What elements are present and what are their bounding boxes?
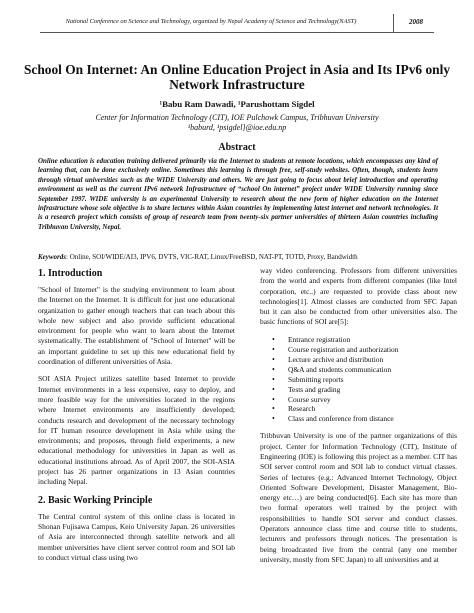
basic-principle-paragraph: The Central control system of this online class is located in Shonan Fujisawa Campus, Keio University Japan. 26 universities of Asia are interconnected through satellite network and all member universities have client server control room and SOI lab to conduct virtual class using two (38, 511, 235, 562)
bullet-icon: • (272, 394, 275, 404)
list-item: • Entrance registration (272, 334, 351, 344)
keywords-label: Keywords (38, 253, 66, 261)
bullet-icon: • (272, 384, 275, 394)
introduction-paragraph-1: "School of Internet" is the studying environment to learn about the Internet on the Internet. It is difficult for just one educational organization to gather enough teachers that can teach about this whole new subject and also provide sufficient educational environment for people who want to learn about the Internet systematically. The establishment of "School of Internet" will be an important guideline to set up this new educational field by coordination of different universities of Asia. (38, 285, 235, 367)
abstract-text: Online education is education training delivered primarily via the Internet to students at remote locations, which encompasses any kind of learning that, can be done exclusively online. Sometimes this learning is through free, self-study websites. Often, though, students learn through virtual universities such as the WIDE University and others. We are just going to focus about brief introduction and operating environment as well as the current IPv6 network Infrastructure of “school On internet” project under WIDE University running since September 1997. WIDE university is an experimental University to research about the new form of higher education on the Internet infrastructure whose sole objective is to share lectures within Asian countries by implementing latest internet and network technologies. It is a research project which consists of group of research team from twenty-six partner universities of thirteen Asian countries including Tribhuvan University, Nepal. (38, 157, 438, 231)
paper-authors: ¹Babu Ram Dawadi, ¹Parushottam Sigdel (159, 99, 315, 109)
list-item: • Class and conference from distance (272, 414, 394, 424)
bullet-icon: • (272, 354, 275, 364)
soi-functions-list (260, 335, 457, 425)
affiliation-email: ¹baburd, ¹psigdel}@ioe.edu.np (187, 123, 287, 132)
basic-principle-heading: 2. Basic Working Principle (38, 494, 153, 506)
list-item: • Research (272, 404, 316, 414)
introduction-paragraph-2: SOI ASIA Project utilizes satellite based Internet to provide Internet environments in a less expensive, easy to deploy, and more feasible way for the universities located in the regions where Internet environments are insufficiently developed; conducts research and development of the necessary technology for IT human resource development in Asia while using the environments; and proposes, through field experiments, a new educational methodology for universities in Japan as well as educational institutions abroad. As of April 2007, the SOI-ASIA project has 26 partner organizations in 13 Asian countries including Nepal. (38, 374, 235, 487)
introduction-heading: 1. Introduction (38, 268, 103, 279)
bullet-icon: • (272, 334, 275, 344)
running-head (40, 14, 434, 33)
list-item: • Q&A and students communication (272, 364, 392, 374)
conference-name: National Conference on Science and Technology, organized by Nepal Academy of Science and Technology(NAST) (65, 18, 357, 25)
list-item: • Course survey (272, 394, 331, 404)
bullet-icon: • (272, 414, 275, 424)
tribhuvan-paragraph: Tribhuvan University is one of the partner organizations of this project. Center for Information Technology (CIT), Institute of Engineering (IOE) is following this project as a member. CIT has SOI server control room and SOI lab to conduct virtual classes. Series of lectures (e.g.: Advanced Internet Technology, Object Oriented Software Development, Disaster Management, Bio-energy etc…) are being conducted[6]. Each site has more than two formal operators well trained by the project with responsibilities to handle SOI server and conduct classes. Operators announce class time and course title to students, lecturers and professors through notices. The presentation is being broadcasted live from the central (any one member university, mostly from SFC Japan) to all universities and at (260, 431, 457, 564)
bullet-icon: • (272, 364, 275, 374)
bullet-icon: • (272, 404, 275, 414)
list-item: • Lecture archive and distribution (272, 354, 384, 364)
bullet-icon: • (272, 374, 275, 384)
keywords-list: : Online, SOI/WIDE/AI3, IPV6, DVTS, VIC-RAT, Linux/FreeBSD, NAT-PT, TOTD, Proxy, Bandwidth (66, 253, 358, 261)
affiliation-institution: Center for Information Technology (CIT), IOE Pulchowk Campus, Tribhuvan University (95, 113, 379, 122)
header-divider (393, 14, 394, 32)
left-column (38, 266, 235, 570)
bullet-icon: • (272, 344, 275, 354)
list-item: • Course registration and authorization (272, 344, 399, 354)
paper-title: School On Internet: An Online Education Project in Asia and Its IPv6 only Network Infrastructure (23, 62, 451, 92)
video-conferencing-paragraph: way video conferencing. Professors from different universities from the world and experts from different companies (like Intel corporation, etc..) are requested to provide class about new technologies[1]. Almost classes are conducted from SFC Japan but it can also be conducted from other universities also. The basic functions of SOI are[5]: (260, 266, 457, 327)
list-item: • Submitting reports (272, 374, 344, 384)
keywords-line (38, 253, 438, 261)
page-year: 2008 (409, 18, 423, 26)
abstract-heading: Abstract (218, 142, 256, 153)
right-column (260, 266, 457, 572)
author-affiliation (20, 113, 454, 133)
list-item: • Tests and grading (272, 384, 341, 394)
